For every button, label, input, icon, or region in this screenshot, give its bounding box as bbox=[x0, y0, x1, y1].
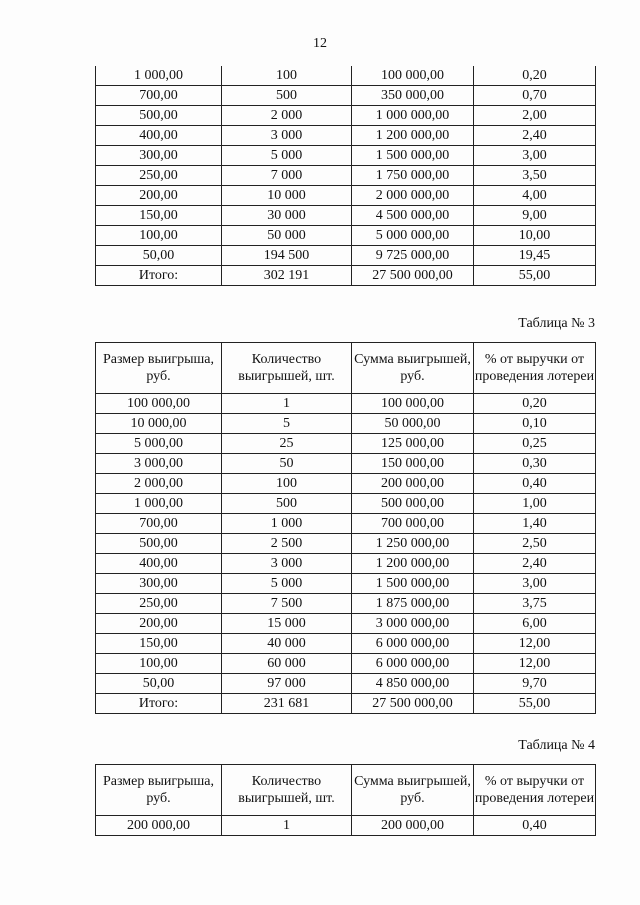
prize-sum-cell: 500 000,00 bbox=[352, 494, 474, 514]
prize-count-cell: 194 500 bbox=[222, 246, 352, 266]
table-header bbox=[96, 765, 596, 816]
revenue-percent-cell: 4,00 bbox=[474, 186, 596, 206]
prize-size-cell: 100 000,00 bbox=[96, 394, 222, 414]
prize-size-cell: 150,00 bbox=[96, 634, 222, 654]
prize-size-cell: 400,00 bbox=[96, 554, 222, 574]
prize-count-cell: 25 bbox=[222, 434, 352, 454]
prize-sum-cell: 200 000,00 bbox=[352, 474, 474, 494]
table-row bbox=[96, 66, 596, 86]
table-row bbox=[96, 186, 596, 206]
table-row bbox=[96, 694, 596, 714]
prize-sum-cell: 100 000,00 bbox=[352, 66, 474, 86]
prize-count-cell: 15 000 bbox=[222, 614, 352, 634]
header-row bbox=[96, 343, 596, 394]
prize-count-cell: 5 bbox=[222, 414, 352, 434]
table-row bbox=[96, 146, 596, 166]
prize-sum-cell: 1 200 000,00 bbox=[352, 554, 474, 574]
prize-count-cell: 100 bbox=[222, 474, 352, 494]
table-header bbox=[96, 343, 596, 394]
table-row bbox=[96, 674, 596, 694]
table-row bbox=[96, 654, 596, 674]
revenue-percent-cell: 2,50 bbox=[474, 534, 596, 554]
prize-count-cell: 5 000 bbox=[222, 574, 352, 594]
column-header: Количество выигрышей, шт. bbox=[222, 343, 352, 394]
prize-count-cell: 10 000 bbox=[222, 186, 352, 206]
prize-size-cell: 300,00 bbox=[96, 146, 222, 166]
table-row bbox=[96, 494, 596, 514]
table-row bbox=[96, 514, 596, 534]
table-row bbox=[96, 816, 596, 836]
prize-count-cell: 50 bbox=[222, 454, 352, 474]
column-header: % от выручки от проведения лотереи bbox=[474, 343, 596, 394]
page-number: 12 bbox=[313, 36, 327, 51]
revenue-percent-cell: 9,70 bbox=[474, 674, 596, 694]
prize-size-cell: 200 000,00 bbox=[96, 816, 222, 836]
revenue-percent-cell: 55,00 bbox=[474, 694, 596, 714]
header-row bbox=[96, 765, 596, 816]
revenue-percent-cell: 0,40 bbox=[474, 816, 596, 836]
table-row bbox=[96, 554, 596, 574]
revenue-percent-cell: 55,00 bbox=[474, 266, 596, 286]
prize-sum-cell: 5 000 000,00 bbox=[352, 226, 474, 246]
table-row bbox=[96, 266, 596, 286]
prize-count-cell: 1 bbox=[222, 394, 352, 414]
prize-count-cell: 2 500 bbox=[222, 534, 352, 554]
revenue-percent-cell: 0,10 bbox=[474, 414, 596, 434]
prize-count-cell: 5 000 bbox=[222, 146, 352, 166]
prize-size-cell: 10 000,00 bbox=[96, 414, 222, 434]
prize-sum-cell: 1 875 000,00 bbox=[352, 594, 474, 614]
prize-sum-cell: 1 500 000,00 bbox=[352, 574, 474, 594]
prize-count-cell: 231 681 bbox=[222, 694, 352, 714]
revenue-percent-cell: 0,20 bbox=[474, 66, 596, 86]
prize-sum-cell: 1 000 000,00 bbox=[352, 106, 474, 126]
prize-sum-cell: 27 500 000,00 bbox=[352, 266, 474, 286]
prize-sum-cell: 6 000 000,00 bbox=[352, 654, 474, 674]
table-row bbox=[96, 434, 596, 454]
prize-size-cell: 150,00 bbox=[96, 206, 222, 226]
table-row bbox=[96, 394, 596, 414]
prize-sum-cell: 3 000 000,00 bbox=[352, 614, 474, 634]
prize-size-cell: 700,00 bbox=[96, 86, 222, 106]
prize-sum-cell: 200 000,00 bbox=[352, 816, 474, 836]
table-row bbox=[96, 454, 596, 474]
table-row bbox=[96, 474, 596, 494]
prize-count-cell: 302 191 bbox=[222, 266, 352, 286]
prize-size-cell: Итого: bbox=[96, 266, 222, 286]
table-body bbox=[96, 66, 596, 286]
prize-sum-cell: 1 250 000,00 bbox=[352, 534, 474, 554]
table-row bbox=[96, 574, 596, 594]
prize-size-cell: 400,00 bbox=[96, 126, 222, 146]
table-row bbox=[96, 226, 596, 246]
prize-table-4 bbox=[95, 764, 596, 836]
prize-sum-cell: 700 000,00 bbox=[352, 514, 474, 534]
prize-sum-cell: 4 850 000,00 bbox=[352, 674, 474, 694]
column-header: Количество выигрышей, шт. bbox=[222, 765, 352, 816]
column-header: Сумма выигрышей, руб. bbox=[352, 343, 474, 394]
revenue-percent-cell: 0,25 bbox=[474, 434, 596, 454]
table-row bbox=[96, 614, 596, 634]
table-4-caption: Таблица № 4 bbox=[518, 738, 595, 753]
prize-sum-cell: 2 000 000,00 bbox=[352, 186, 474, 206]
prize-size-cell: 100,00 bbox=[96, 226, 222, 246]
table-row bbox=[96, 86, 596, 106]
prize-sum-cell: 1 500 000,00 bbox=[352, 146, 474, 166]
prize-sum-cell: 27 500 000,00 bbox=[352, 694, 474, 714]
prize-size-cell: 200,00 bbox=[96, 614, 222, 634]
prize-sum-cell: 125 000,00 bbox=[352, 434, 474, 454]
prize-sum-cell: 6 000 000,00 bbox=[352, 634, 474, 654]
prize-count-cell: 500 bbox=[222, 494, 352, 514]
prize-count-cell: 100 bbox=[222, 66, 352, 86]
revenue-percent-cell: 3,00 bbox=[474, 574, 596, 594]
prize-sum-cell: 350 000,00 bbox=[352, 86, 474, 106]
prize-size-cell: 250,00 bbox=[96, 166, 222, 186]
prize-count-cell: 40 000 bbox=[222, 634, 352, 654]
prize-size-cell: 5 000,00 bbox=[96, 434, 222, 454]
prize-count-cell: 3 000 bbox=[222, 554, 352, 574]
prize-table-2-continued bbox=[95, 66, 596, 286]
column-header: Сумма выигрышей, руб. bbox=[352, 765, 474, 816]
revenue-percent-cell: 9,00 bbox=[474, 206, 596, 226]
table-3-caption: Таблица № 3 bbox=[518, 316, 595, 331]
revenue-percent-cell: 1,40 bbox=[474, 514, 596, 534]
table-row bbox=[96, 414, 596, 434]
prize-count-cell: 60 000 bbox=[222, 654, 352, 674]
prize-size-cell: Итого: bbox=[96, 694, 222, 714]
prize-size-cell: 50,00 bbox=[96, 246, 222, 266]
revenue-percent-cell: 2,00 bbox=[474, 106, 596, 126]
prize-sum-cell: 4 500 000,00 bbox=[352, 206, 474, 226]
prize-table-3 bbox=[95, 342, 596, 714]
prize-count-cell: 7 000 bbox=[222, 166, 352, 186]
table-row bbox=[96, 634, 596, 654]
table-body bbox=[96, 394, 596, 714]
revenue-percent-cell: 3,00 bbox=[474, 146, 596, 166]
revenue-percent-cell: 3,75 bbox=[474, 594, 596, 614]
table-body bbox=[96, 816, 596, 836]
prize-size-cell: 300,00 bbox=[96, 574, 222, 594]
revenue-percent-cell: 3,50 bbox=[474, 166, 596, 186]
column-header: % от выручки от проведения лотереи bbox=[474, 765, 596, 816]
prize-count-cell: 2 000 bbox=[222, 106, 352, 126]
revenue-percent-cell: 12,00 bbox=[474, 634, 596, 654]
prize-size-cell: 250,00 bbox=[96, 594, 222, 614]
prize-size-cell: 3 000,00 bbox=[96, 454, 222, 474]
prize-size-cell: 700,00 bbox=[96, 514, 222, 534]
prize-count-cell: 97 000 bbox=[222, 674, 352, 694]
prize-size-cell: 200,00 bbox=[96, 186, 222, 206]
prize-count-cell: 30 000 bbox=[222, 206, 352, 226]
table-row bbox=[96, 534, 596, 554]
revenue-percent-cell: 2,40 bbox=[474, 554, 596, 574]
revenue-percent-cell: 10,00 bbox=[474, 226, 596, 246]
prize-sum-cell: 150 000,00 bbox=[352, 454, 474, 474]
prize-size-cell: 1 000,00 bbox=[96, 494, 222, 514]
prize-size-cell: 2 000,00 bbox=[96, 474, 222, 494]
prize-sum-cell: 9 725 000,00 bbox=[352, 246, 474, 266]
prize-size-cell: 500,00 bbox=[96, 106, 222, 126]
table-row bbox=[96, 126, 596, 146]
prize-count-cell: 1 bbox=[222, 816, 352, 836]
revenue-percent-cell: 2,40 bbox=[474, 126, 596, 146]
revenue-percent-cell: 0,20 bbox=[474, 394, 596, 414]
revenue-percent-cell: 6,00 bbox=[474, 614, 596, 634]
prize-sum-cell: 1 750 000,00 bbox=[352, 166, 474, 186]
table-row bbox=[96, 106, 596, 126]
column-header: Размер выигрыша, руб. bbox=[96, 765, 222, 816]
table-row bbox=[96, 594, 596, 614]
prize-count-cell: 500 bbox=[222, 86, 352, 106]
revenue-percent-cell: 0,30 bbox=[474, 454, 596, 474]
revenue-percent-cell: 0,70 bbox=[474, 86, 596, 106]
prize-count-cell: 3 000 bbox=[222, 126, 352, 146]
prize-sum-cell: 100 000,00 bbox=[352, 394, 474, 414]
prize-count-cell: 50 000 bbox=[222, 226, 352, 246]
prize-count-cell: 7 500 bbox=[222, 594, 352, 614]
prize-sum-cell: 1 200 000,00 bbox=[352, 126, 474, 146]
prize-size-cell: 1 000,00 bbox=[96, 66, 222, 86]
revenue-percent-cell: 0,40 bbox=[474, 474, 596, 494]
prize-size-cell: 500,00 bbox=[96, 534, 222, 554]
prize-size-cell: 50,00 bbox=[96, 674, 222, 694]
table-row bbox=[96, 166, 596, 186]
revenue-percent-cell: 12,00 bbox=[474, 654, 596, 674]
prize-count-cell: 1 000 bbox=[222, 514, 352, 534]
revenue-percent-cell: 1,00 bbox=[474, 494, 596, 514]
revenue-percent-cell: 19,45 bbox=[474, 246, 596, 266]
prize-sum-cell: 50 000,00 bbox=[352, 414, 474, 434]
table-row bbox=[96, 206, 596, 226]
prize-size-cell: 100,00 bbox=[96, 654, 222, 674]
column-header: Размер выигрыша, руб. bbox=[96, 343, 222, 394]
table-row bbox=[96, 246, 596, 266]
